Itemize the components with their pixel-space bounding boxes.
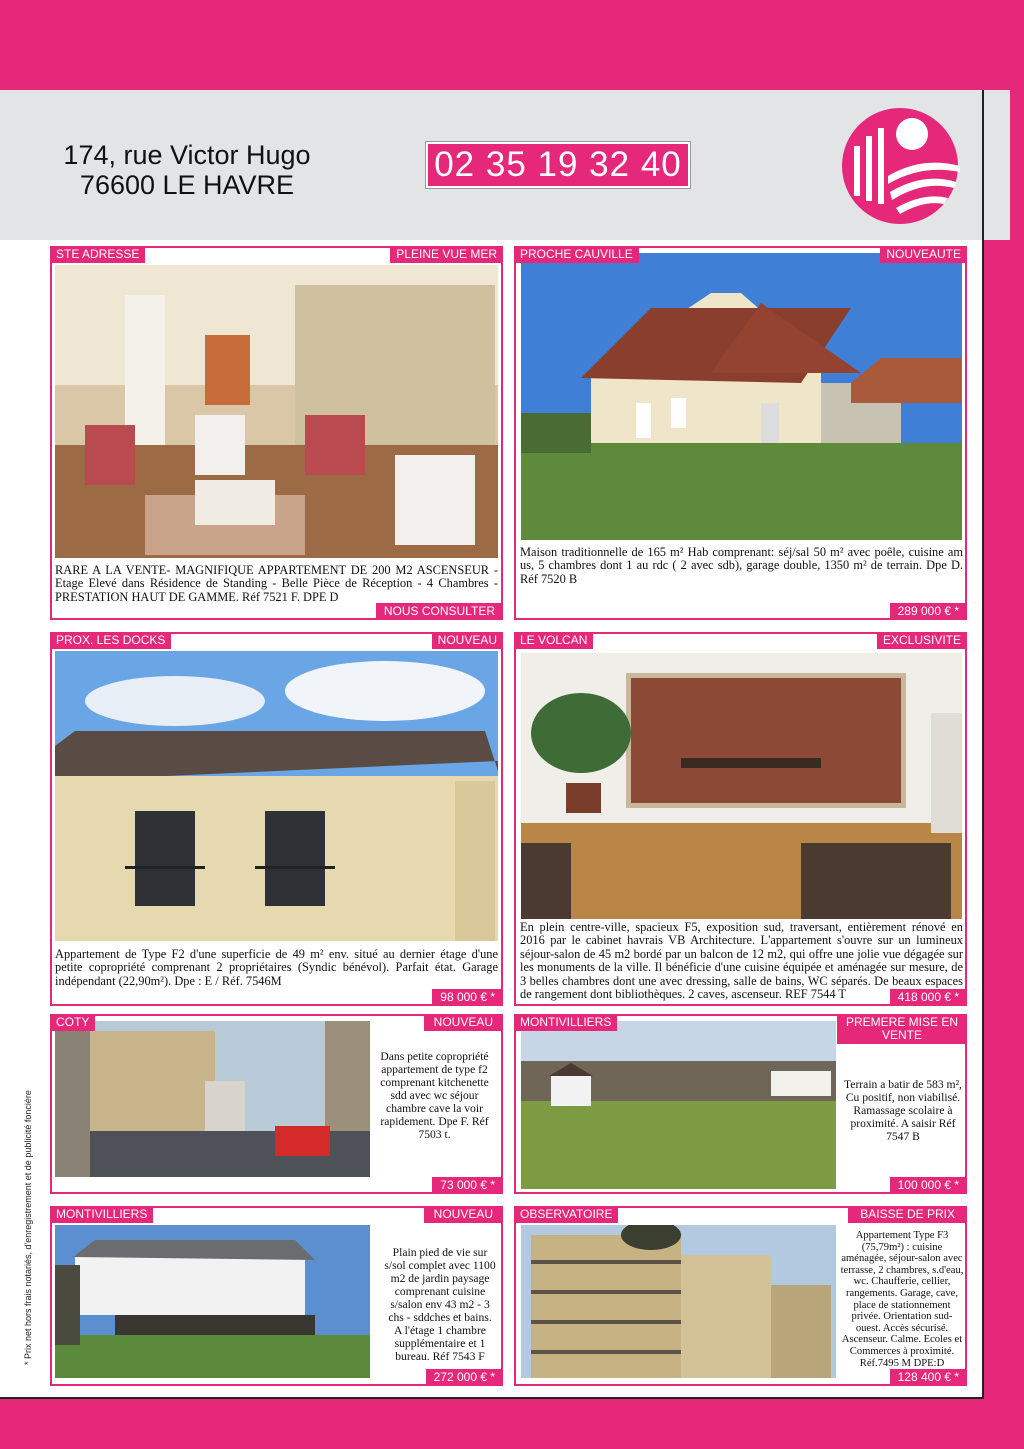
living-room-photo [55, 265, 498, 558]
top-band [0, 0, 1024, 90]
listing-price: 418 000 € * [890, 989, 967, 1006]
listing-description: Appartement de Type F2 d'une superficie de 49 m² env. situé au dernier étage d'une petite copropriété comprenant 2 propriétaires (Syndic bénévol). Parfait état. Garage indépendant (22,90m²). Dpe : E / Réf. 7546M [55, 947, 498, 988]
listing-card[interactable] [50, 246, 503, 620]
phone-number[interactable]: 02 35 19 32 40 [426, 142, 690, 188]
listing-price: 289 000 € * [890, 603, 967, 620]
agency-logo-icon [832, 106, 968, 226]
listing-badge: PLEINE VUE MER [390, 246, 503, 263]
listing-card[interactable] [514, 246, 967, 620]
apartment-block-photo [521, 1225, 836, 1378]
listing-location: LE VOLCAN [514, 632, 593, 649]
listing-location: PROX. LES DOCKS [50, 632, 171, 649]
listing-price: NOUS CONSULTER [376, 603, 503, 620]
street-photo [55, 1021, 370, 1177]
listing-badge: NOUVEAU [432, 632, 503, 649]
listing-description: Terrain a batir de 583 m², Cu positif, non viabilisé. Ramassage scolaire à proximité. A saisir Réf 7547 B [844, 1078, 962, 1143]
listing-card[interactable] [514, 632, 967, 1006]
listing-description: Plain pied de vie sur s/sol complet avec 1100 m2 de jardin paysage comprenant cuisine s/salon env 43 m2 - 3 chs - sddches et bains. A l'étage 1 chambre supplémentaire et 1 bureau. Réf 7543 F [384, 1246, 496, 1363]
agency-address [62, 140, 312, 200]
listing-location: MONTIVILLIERS [514, 1014, 617, 1031]
listing-location: STE ADRESSE [50, 246, 145, 263]
listing-card[interactable] [50, 632, 503, 1006]
listing-price: 128 400 € * [890, 1369, 967, 1386]
address-line-2: 76600 LE HAVRE [79, 170, 295, 200]
listing-description: Maison traditionnelle de 165 m² Hab comprenant: séj/sal 50 m² avec poêle, cuisine am us, 5 chambres dont 1 au rdc ( 2 avec sdb), garage double, 1350 m² de terrain. Dpe D. Réf 7520 B [520, 545, 963, 586]
building-facade-photo [55, 651, 498, 941]
divider [982, 90, 984, 1399]
library-room-photo [521, 653, 962, 919]
listing-card[interactable] [514, 1206, 967, 1386]
address-line-1: 174, rue Victor Hugo [63, 140, 311, 170]
listing-card[interactable] [50, 1014, 503, 1194]
listing-badge: NOUVEAU [424, 1206, 503, 1223]
divider [0, 1397, 984, 1399]
listing-location: PROCHE CAUVILLE [514, 246, 639, 263]
listing-price: 100 000 € * [890, 1177, 967, 1194]
listing-badge: BAISSE DE PRIX [848, 1206, 967, 1223]
listing-badge: NOUVEAUTE [880, 246, 967, 263]
listing-price: 98 000 € * [432, 989, 503, 1006]
listing-badge: NOUVEAU [424, 1014, 503, 1031]
land-photo [521, 1021, 836, 1189]
listing-card[interactable] [50, 1206, 503, 1386]
price-footnote: * Prix net hors frais notariés, d'enregistrement et de publicité foncière [23, 1090, 33, 1365]
house-photo [521, 253, 962, 540]
listing-description: Appartement Type F3 (75,79m²) : cuisine aménagée, séjour-salon avec terrasse, 2 chambres, s.d'eau, wc. Chaufferie, cellier, rangements. Garage, cave, place de stationnement privée. Orientation sud-ouest. Accès sécurisé. Ascenseur. Calme. Ecoles et Commerces à proximité. Réf.7495 M DPE:D [840, 1230, 964, 1369]
listing-location: OBSERVATOIRE [514, 1206, 618, 1223]
listing-card[interactable] [514, 1014, 967, 1194]
listing-badge: PREMERE MISE EN VENTE [837, 1014, 967, 1044]
listing-description: En plein centre-ville, spacieux F5, exposition sud, traversant, entièrement rénové en 2016 par le cabinet havrais VB Architecture. L'appartement s'ouvre sur un lumineux séjour-salon de 45 m2 bordé par un balcon de 12 m2, qui offre une jolie vue dégagée sur les monuments de la ville. Il bénéficie d'une cuisine équipée et aménagée sur mesure, de 3 belles chambres dont une avec dressing, salle de bains, WC séparés. De beaux espaces de rangement dont bibliothèques. 2 caves, ascenseur. REF 7544 T [520, 920, 963, 1002]
listing-description: RARE A LA VENTE- MAGNIFIQUE APPARTEMENT DE 200 M2 ASCENSEUR - Etage Elevé dans Résidence de Standing - Belle Pièce de Réception - 4 Chambres - PRESTATION HAUT DE GAMME. Réf 7521 F. DPE D [55, 563, 498, 604]
listing-price: 272 000 € * [426, 1369, 503, 1386]
listing-description: Dans petite copropriété appartement de type f2 comprenant kitchenette sdd avec wc séjour chambre cave la voir rapidement. Dpe F. Réf 7503 t. [380, 1050, 489, 1141]
listing-location: COTY [50, 1014, 95, 1031]
listing-price: 73 000 € * [432, 1177, 503, 1194]
listing-location: MONTIVILLIERS [50, 1206, 153, 1223]
listing-badge: EXCLUSIVITE [877, 632, 967, 649]
villa-photo [55, 1225, 370, 1378]
